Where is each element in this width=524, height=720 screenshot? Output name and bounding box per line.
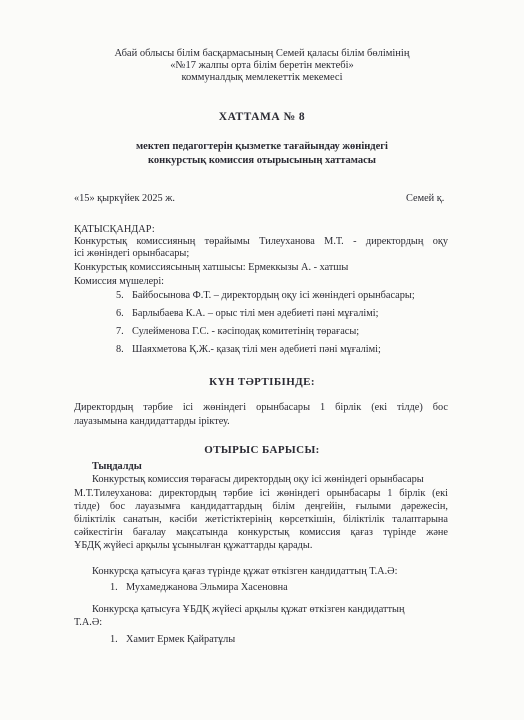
member-text: Барлыбаева К.А. – орыс тілі мен әдебиеті пәні мұғалімі; <box>132 308 379 319</box>
ubdk-candidate-item <box>110 634 235 646</box>
proceedings-paragraph-line: біліктілік санатын, кәсіби жетістіктерінің көрсеткішін, біліктілік талаптарына <box>74 514 448 525</box>
member-text: Шаяхметова Қ.Ж.- қазақ тілі мен әдебиеті пәні мұғалімі; <box>132 344 381 355</box>
secretary-line: Конкурстық комиссиясының хатшысы: Ермеккызы А. - хатшы <box>74 262 349 273</box>
members-heading: Комиссия мүшелері: <box>74 276 165 287</box>
member-number: 7. <box>116 326 124 337</box>
subtitle-line-2: конкурстық комиссия отырысының хаттамасы <box>148 155 376 166</box>
listened-heading: Тыңдалды <box>92 461 142 472</box>
member-text: Сулейменова Г.С. - кәсіподақ комитетінің төрағасы; <box>132 326 360 337</box>
ubdk-heading-line-2: Т.А.Ә: <box>74 617 103 628</box>
member-item <box>116 326 359 338</box>
proceedings-heading: ОТЫРЫС БАРЫСЫ: <box>204 444 320 456</box>
header-line-1: Абай облысы білім басқармасының Семей қаласы білім бөлімінің <box>114 48 410 59</box>
paper-candidates-heading: Конкурсқа қатысуға қағаз түрінде құжат өткізген кандидаттың Т.А.Ә: <box>92 566 398 577</box>
header-line-3: коммуналдық мемлекеттік мекемесі <box>181 72 343 83</box>
agenda-heading: КҮН ТӘРТІБІНДЕ: <box>209 376 315 388</box>
agenda-line-2: лауазымына кандидаттарды іріктеу. <box>74 416 230 427</box>
candidate-name: Мухамеджанова Эльмира Хасеновна <box>126 582 288 593</box>
member-item <box>116 290 415 302</box>
document-title: ХАТТАМА № 8 <box>218 111 306 123</box>
member-number: 5. <box>116 290 124 301</box>
proceedings-paragraph-line: Конкурстық комиссия төрағасы директордың оқу ісі жөніндегі орынбасары <box>92 474 424 485</box>
subtitle-line-1: мектеп педагогтерін қызметке тағайындау жөніндегі <box>136 141 388 152</box>
candidate-number: 1. <box>110 634 118 645</box>
candidate-name: Хамит Ермек Қайратұлы <box>126 634 236 645</box>
candidate-number: 1. <box>110 582 118 593</box>
paper-candidate-item <box>110 582 288 594</box>
participants-heading: ҚАТЫСҚАНДАР: <box>74 224 155 235</box>
proceedings-paragraph-line: сәйкестігін бағалау мақсатында конкурстық комиссия қағаз түрінде және <box>74 527 448 538</box>
member-number: 8. <box>116 344 124 355</box>
chair-line-1: Конкурстық комиссияның төрайымы Тилеуханова М.Т. - директордың оқу <box>74 236 448 247</box>
member-number: 6. <box>116 308 124 319</box>
header-line-2: «№17 жалпы орта білім беретін мектебі» <box>170 60 354 71</box>
ubdk-heading-line-1: Конкурсқа қатысуға ҰБДҚ жүйесі арқылы құжат өткізген кандидаттың <box>92 604 405 615</box>
proceedings-paragraph-line: тілде) бос лауазымға кандидаттардың білім деңгейін, ғылыми дәрежесін, <box>74 501 448 512</box>
member-item <box>116 308 378 320</box>
document-city: Семей қ. <box>406 193 445 204</box>
member-text: Байбосынова Ф.Т. – директордың оқу ісі жөніндегі орынбасары; <box>132 290 415 301</box>
proceedings-paragraph-line: М.Т.Тилеуханова: директордың тәрбие ісі жөніндегі орынбасары 1 бірлік (екі <box>74 488 448 499</box>
agenda-line-1: Директордың тәрбие ісі жөніндегі орынбасары 1 бірлік (екі тілде) бос <box>74 402 448 413</box>
document-date: «15» қыркүйек 2025 ж. <box>74 193 175 204</box>
proceedings-paragraph-line: ҰБДҚ жүйесі арқылы ұсынылған құжаттарды қарады. <box>74 540 313 551</box>
chair-line-2: ісі жөніндегі орынбасары; <box>74 248 190 259</box>
member-item <box>116 344 381 356</box>
